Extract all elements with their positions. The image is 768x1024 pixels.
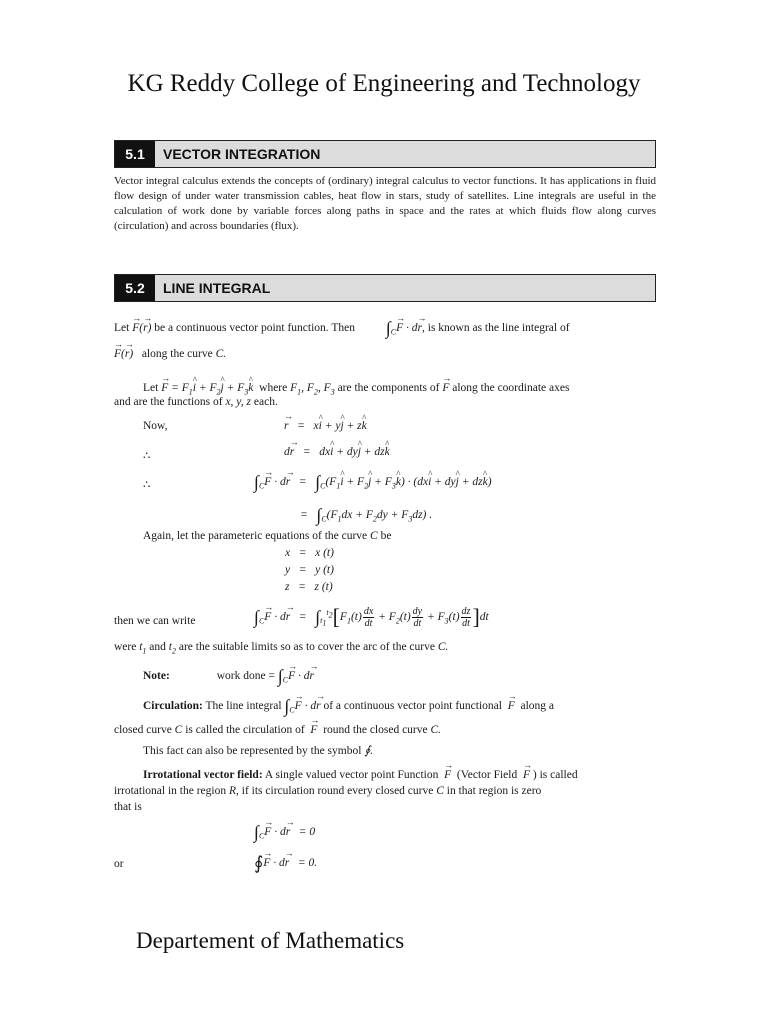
equation-z: z = z (t) bbox=[285, 581, 333, 593]
fact-line: This fact can also be represented by the symbol ∮. bbox=[143, 745, 374, 757]
limits-line: were $t_1$ and $t_2$ are the suitable limits so as to cover the arc of the curve C. bbox=[114, 641, 449, 656]
section-heading-5-1 bbox=[114, 140, 656, 168]
equation-r: → r = x^ i + y^ j + z^ k bbox=[284, 420, 367, 432]
section-title: LINE INTEGRAL bbox=[163, 280, 271, 296]
irrotational-line-1: Irrotational vector field: A single valued vector point Function → F (Vector Field → F ) is called bbox=[143, 769, 578, 781]
line-integral-intro: Let → F(→ r) be a continuous vector point function. Then $\int_C\to F \cdot d\to r$, is known as the line integral of bbox=[114, 318, 570, 339]
along-curve-line: → F(→ r) along the curve C. bbox=[114, 348, 226, 360]
page-footer-title: Departement of Mathematics bbox=[136, 928, 405, 953]
section-title: VECTOR INTEGRATION bbox=[163, 146, 321, 162]
equation-x: x = x (t) bbox=[285, 547, 334, 559]
section-number: 5.1 bbox=[115, 141, 155, 167]
now-label: Now, bbox=[143, 420, 168, 432]
equation-line-integral-scalar: = $\int_C(F_1dx + F_2dy + F_3dz)$ . bbox=[300, 505, 433, 525]
section-number: 5.2 bbox=[115, 275, 155, 301]
equation-line-integral-zero: $\int_C\to F \cdot d\to r$ = 0 bbox=[254, 822, 315, 843]
functions-line: and are the functions of x, y, z each. bbox=[114, 396, 278, 408]
then-write-label: then we can write bbox=[114, 615, 196, 627]
section-heading-5-2 bbox=[114, 274, 656, 302]
section-1-paragraph: Vector integral calculus extends the concepts of (ordinary) integral calculus to vector functions. It has applications in fluid flow design of under water transmission cables, heat flow in stars, study of satellites. Line integrals are useful in the calculation of work done by variable forces along paths in space and the rates at which fluids flow along curves (circulation) and across boundaries (flux). bbox=[114, 175, 656, 232]
irrotational-line-2: irrotational in the region R, if its circulation round every closed curve C in that region is zero bbox=[114, 785, 542, 797]
equation-y: y = y (t) bbox=[285, 564, 334, 576]
components-line: Let → $F = F_1\^{}$ $i + F_2\^{}$ $j + F_3\^{}$ k where $F_1$, $F_2$, $F_3$ are the components of → F along the coordinate axes bbox=[143, 382, 569, 396]
circulation-line-2: closed curve C is called the circulation of → F round the closed curve C. bbox=[114, 724, 441, 736]
equation-closed-integral-zero: ∮→ F · d→ r = 0. bbox=[254, 853, 317, 874]
therefore-symbol: ∴ bbox=[143, 450, 151, 462]
note-line: Note: work done = $\int_C\to F \cdot d\to r$ bbox=[143, 666, 314, 687]
equation-line-integral-expanded: $\int_C\to F \cdot d\to r$ = $\int_C(F_1\^{}$ $i + F_2\^{}$ $j + F_3\^{}$ k) · (dx^ i + dy^ j + dz^ k) bbox=[254, 472, 492, 493]
circulation-line: Circulation: The line integral $\int_C\to F \cdot d\to r$ of a continuous vector point functional → F along a bbox=[143, 696, 554, 717]
parametric-intro: Again, let the parameteric equations of the curve C be bbox=[143, 530, 392, 542]
equation-parametric-integral: $\int_C\to F \cdot d\to r = \int_{t_1}^{t_2}[F_1(t)$ $\frac{dx}{dt}$ + $F_2(t)$ $\frac{dy}{dt}$ + $F_3(t)$ $\frac{dz}{dt}$ ]dt bbox=[254, 604, 489, 630]
page-header-title: KG Reddy College of Engineering and Technology bbox=[127, 70, 641, 97]
irrotational-line-3: that is bbox=[114, 801, 142, 813]
therefore-symbol: ∴ bbox=[143, 479, 151, 491]
equation-dr: d→ r = dx^ i + dy^ j + dz^ k bbox=[284, 446, 390, 458]
or-label: or bbox=[114, 858, 124, 870]
